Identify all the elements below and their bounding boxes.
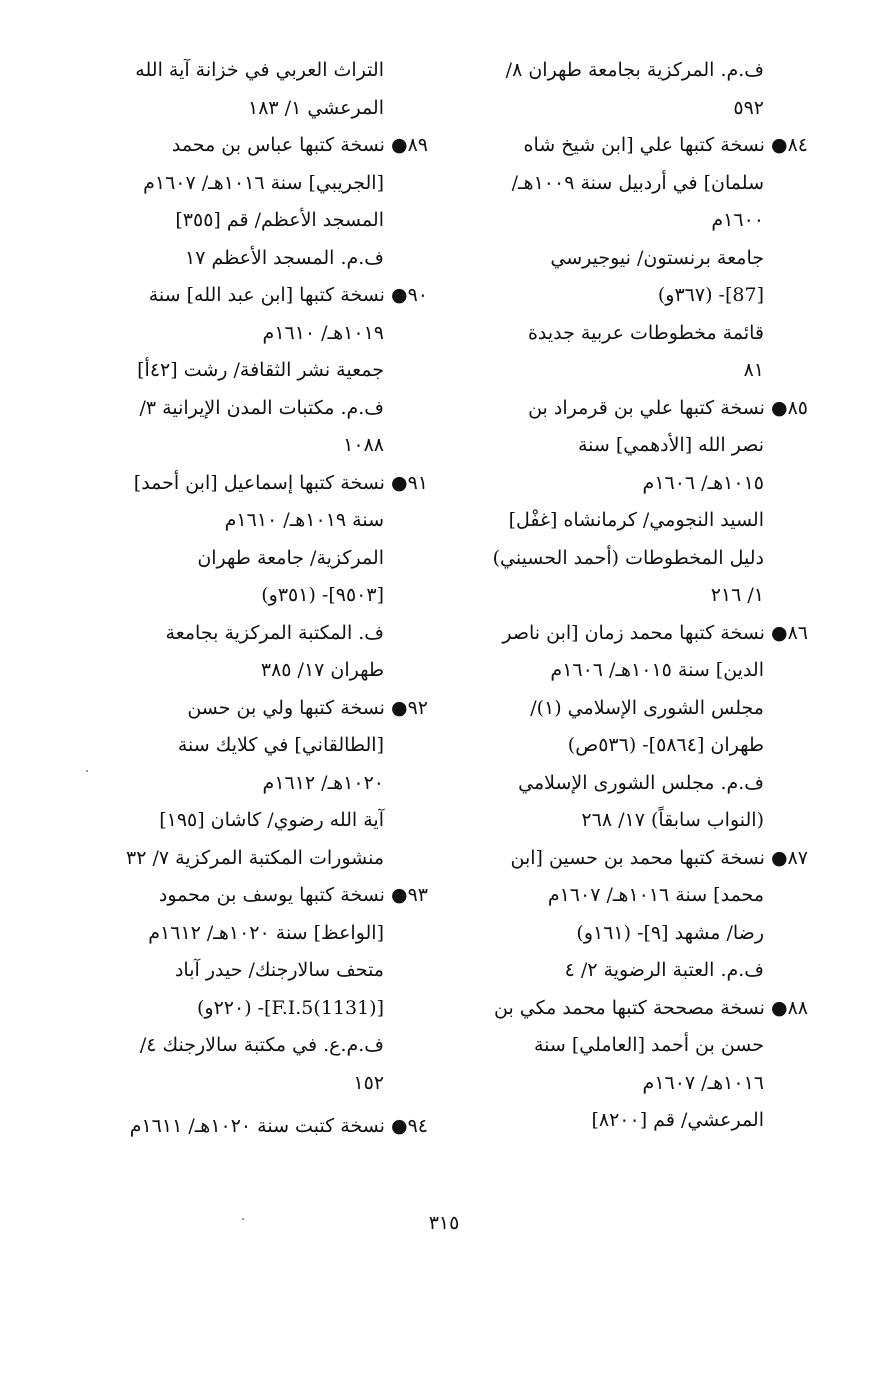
entry-line: آية الله رضوي/ كاشان [١٩٥] bbox=[159, 809, 384, 831]
entry-line: حسن بن أحمد [العاملي] سنة bbox=[533, 1034, 764, 1056]
entry-line: ١٠١٦هـ/ ١٦٠٧م bbox=[642, 1071, 764, 1094]
entry-line: ف. المكتبة المركزية بجامعة bbox=[165, 621, 384, 644]
entry-line: ١/ ٢١٦ bbox=[710, 584, 764, 606]
entry-heading: ٨٧● نسخة كتبها محمد بن حسين [ابن bbox=[510, 846, 808, 869]
entry-line: [87]- (٣٦٧و) bbox=[657, 284, 764, 306]
entry-line: [الطالقاني] في كلايك سنة bbox=[177, 734, 384, 756]
entry-line: ١٠٨٨ bbox=[343, 434, 384, 456]
entry-line: نصر الله [الأدهمي] سنة bbox=[578, 434, 764, 456]
entry-line: [الواعظ] سنة ١٠٢٠هـ/ ١٦١٢م bbox=[148, 921, 384, 944]
entry-line: المرعشي ١/ ١٨٣ bbox=[248, 96, 384, 119]
entry-heading: ٨٦● نسخة كتبها محمد زمان [ابن ناصر bbox=[502, 621, 808, 644]
entry-line: [(1131)F.I.5]- (٢٢٠و) bbox=[196, 996, 384, 1019]
entry-line: سلمان] في أردبيل سنة ١٠٠٩هـ/ bbox=[511, 171, 764, 194]
scan-speck bbox=[242, 1218, 244, 1220]
entry-heading: ٩٠● نسخة كتبها [ابن عبد الله] سنة bbox=[148, 284, 428, 306]
entry-line: (النواب سابقاً) ١٧/ ٢٦٨ bbox=[581, 809, 764, 831]
entry-line: طهران [٥٨٦٤]- (٥٣٦ص) bbox=[567, 734, 764, 756]
entry-line: [الجريبي] سنة ١٠١٦هـ/ ١٦٠٧م bbox=[143, 171, 384, 194]
entry-heading: ٩٤● نسخة كتبت سنة ١٠٢٠هـ/ ١٦١١م bbox=[129, 1115, 428, 1137]
entry-heading: ٩٢● نسخة كتبها ولي بن حسن bbox=[187, 696, 428, 719]
entry-line: ف.م. المسجد الأعظم ١٧ bbox=[184, 246, 384, 269]
entry-line: ١٥٢ bbox=[353, 1071, 384, 1094]
entry-line: سنة ١٠١٩هـ/ ١٦١٠م bbox=[224, 509, 384, 531]
entry-heading: ٨٥● نسخة كتبها علي بن قرمراد بن bbox=[528, 396, 808, 419]
entry-line: [٩٥٠٣]- (٣٥١و) bbox=[261, 584, 384, 606]
page-number: ٣١٥ bbox=[428, 1212, 460, 1234]
entry-line: قائمة مخطوطات عربية جديدة bbox=[527, 321, 764, 344]
entry-heading: ٩٣● نسخة كتبها يوسف بن محمود bbox=[158, 884, 428, 906]
entry-heading: ٨٤● نسخة كتبها علي [ابن شيخ شاه bbox=[523, 134, 808, 156]
entry-heading: ٩١● نسخة كتبها إسماعيل [ابن أحمد] bbox=[133, 471, 428, 494]
entry-line: المركزية/ جامعة طهران bbox=[197, 546, 384, 569]
entry-line: ف.م. العتبة الرضوية ٢/ ٤ bbox=[564, 959, 764, 981]
entry-line: جمعية نشر الثقافة/ رشت [٤٢أ] bbox=[137, 359, 384, 381]
entry-line: ١٠١٩هـ/ ١٦١٠م bbox=[262, 321, 384, 344]
entry-line: ١٠٢٠هـ/ ١٦١٢م bbox=[262, 771, 384, 794]
entry-line: ١٠١٥هـ/ ١٦٠٦م bbox=[642, 471, 764, 494]
entry-line: المسجد الأعظم/ قم [٣٥٥] bbox=[175, 209, 384, 231]
entry-line: مجلس الشورى الإسلامي (١)/ bbox=[530, 696, 764, 719]
entry-heading: ٨٩● نسخة كتبها عباس بن محمد bbox=[171, 134, 428, 156]
right-column bbox=[463, 52, 808, 1140]
entry-line: جامعة برنستون/ نيوجيرسي bbox=[550, 246, 764, 269]
entry-heading: ٨٨● نسخة مصححة كتبها محمد مكي بن bbox=[493, 996, 808, 1019]
entry-line: ف.م. المركزية بجامعة طهران ٨/ bbox=[505, 59, 764, 81]
entry-line: طهران ١٧/ ٣٨٥ bbox=[260, 659, 384, 681]
scan-speck bbox=[86, 770, 88, 772]
entry-line: محمد] سنة ١٠١٦هـ/ ١٦٠٧م bbox=[547, 884, 764, 906]
entry-line: السيد النجومي/ كرمانشاه [غفْل] bbox=[508, 509, 764, 531]
entry-line: منشورات المكتبة المركزية ٧/ ٣٢ bbox=[126, 846, 384, 869]
left-column bbox=[78, 52, 428, 1146]
entry-line: ١٦٠٠م bbox=[711, 209, 764, 231]
entry-line: ف.م.ع. في مكتبة سالارجنك ٤/ bbox=[139, 1034, 384, 1056]
entry-line: ف.م. مجلس الشورى الإسلامي bbox=[518, 771, 764, 794]
entry-line: ف.م. مكتبات المدن الإيرانية ٣/ bbox=[139, 396, 384, 419]
entry-line: ٨١ bbox=[743, 359, 764, 381]
entry-line: متحف سالارجنك/ حيدر آباد bbox=[174, 959, 384, 981]
entry-line: دليل المخطوطات (أحمد الحسيني) bbox=[492, 546, 764, 569]
entry-line: رضا/ مشهد [٩]- (١٦١و) bbox=[576, 921, 764, 944]
entry-line: المرعشي/ قم [٨٢٠٠] bbox=[591, 1109, 764, 1131]
entry-line: الدين] سنة ١٠١٥هـ/ ١٦٠٦م bbox=[550, 659, 764, 681]
entry-line: ٥٩٢ bbox=[733, 96, 764, 119]
entry-line: التراث العربي في خزانة آية الله bbox=[135, 59, 384, 81]
